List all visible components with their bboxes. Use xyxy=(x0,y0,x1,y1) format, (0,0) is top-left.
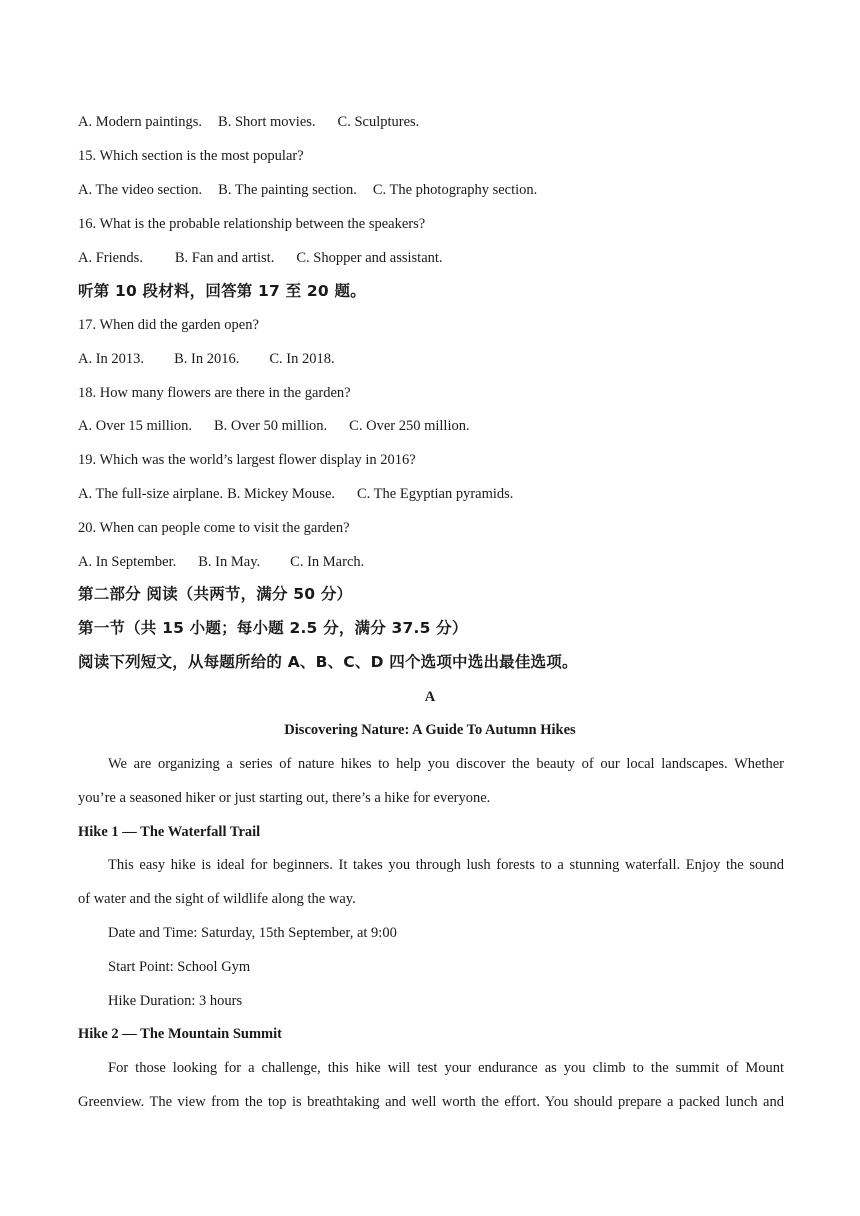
hike-2-paragraph-line-2: Greenview. The view from the top is breathtaking and well worth the effort. You should prepare a packed lunch and xyxy=(78,1094,784,1110)
q16-options xyxy=(78,249,784,267)
option-c: C. Over 250 million. xyxy=(349,418,470,434)
reading-instruction: 阅读下列短文，从每题所给的 A、B、C、D 四个选项中选出最佳选项。 xyxy=(78,653,578,671)
intro-paragraph-line-1: We are organizing a series of nature hikes to help you discover the beauty of our local landscapes. Whether xyxy=(108,756,784,772)
option-b: B. In May. xyxy=(198,554,261,570)
question-18: 18. How many flowers are there in the garden? xyxy=(78,385,351,401)
hike-1-date: Date and Time: Saturday, 15th September, at 9:00 xyxy=(108,925,397,941)
q14-options xyxy=(78,113,784,131)
hike-1-paragraph-line-1: This easy hike is ideal for beginners. It takes you through lush forests to a stunning waterfall. Enjoy the sound xyxy=(108,857,784,873)
hike-2-heading: Hike 2 — The Mountain Summit xyxy=(78,1026,282,1042)
question-15: 15. Which section is the most popular? xyxy=(78,148,304,164)
intro-paragraph-line-2: you’re a seasoned hiker or just starting out, there’s a hike for everyone. xyxy=(78,790,491,806)
option-c: C. Shopper and assistant. xyxy=(296,250,443,266)
option-a: A. Over 15 million. xyxy=(78,418,192,434)
q18-options xyxy=(78,417,784,435)
section-1-heading: 第一节（共 15 小题；每小题 2.5 分，满分 37.5 分） xyxy=(78,619,468,637)
passage-letter: A xyxy=(424,689,436,705)
hike-1-duration: Hike Duration: 3 hours xyxy=(108,993,243,1009)
option-a: A. Modern paintings. xyxy=(78,114,203,130)
option-c: C. Sculptures. xyxy=(337,114,420,130)
option-b: B. Mickey Mouse. xyxy=(227,486,336,502)
q17-options xyxy=(78,350,784,368)
hike-1-paragraph-line-2: of water and the sight of wildlife along the way. xyxy=(78,891,356,907)
option-c: C. In March. xyxy=(290,554,365,570)
hike-1-start: Start Point: School Gym xyxy=(108,959,251,975)
part-2-heading: 第二部分 阅读（共两节，满分 50 分） xyxy=(78,585,353,603)
question-20: 20. When can people come to visit the garden? xyxy=(78,520,350,536)
option-a: A. The video section. xyxy=(78,182,203,198)
option-c: C. The Egyptian pyramids. xyxy=(357,486,514,502)
hike-2-paragraph-line-1: For those looking for a challenge, this hike will test your endurance as you climb to the summit of Mount xyxy=(108,1060,784,1076)
question-19: 19. Which was the world’s largest flower display in 2016? xyxy=(78,452,416,468)
section-10-heading: 听第 10 段材料，回答第 17 至 20 题。 xyxy=(78,282,366,300)
option-c: C. The photography section. xyxy=(372,182,538,198)
option-b: B. Over 50 million. xyxy=(213,418,328,434)
option-b: B. Short movies. xyxy=(218,114,316,130)
option-a: A. In September. xyxy=(78,554,177,570)
question-16: 16. What is the probable relationship between the speakers? xyxy=(78,216,426,232)
option-a: A. The full-size airplane. xyxy=(78,486,224,502)
option-a: A. In 2013. xyxy=(78,351,145,367)
option-b: B. Fan and artist. xyxy=(174,250,275,266)
option-b: B. In 2016. xyxy=(174,351,240,367)
option-b: B. The painting section. xyxy=(218,182,357,198)
hike-1-heading: Hike 1 — The Waterfall Trail xyxy=(78,824,261,840)
passage-title: Discovering Nature: A Guide To Autumn Hikes xyxy=(284,722,576,738)
q20-options xyxy=(78,553,784,571)
option-a: A. Friends. xyxy=(78,250,143,266)
question-17: 17. When did the garden open? xyxy=(78,317,259,333)
q15-options xyxy=(78,181,784,199)
q19-options xyxy=(78,485,784,503)
option-c: C. In 2018. xyxy=(269,351,335,367)
